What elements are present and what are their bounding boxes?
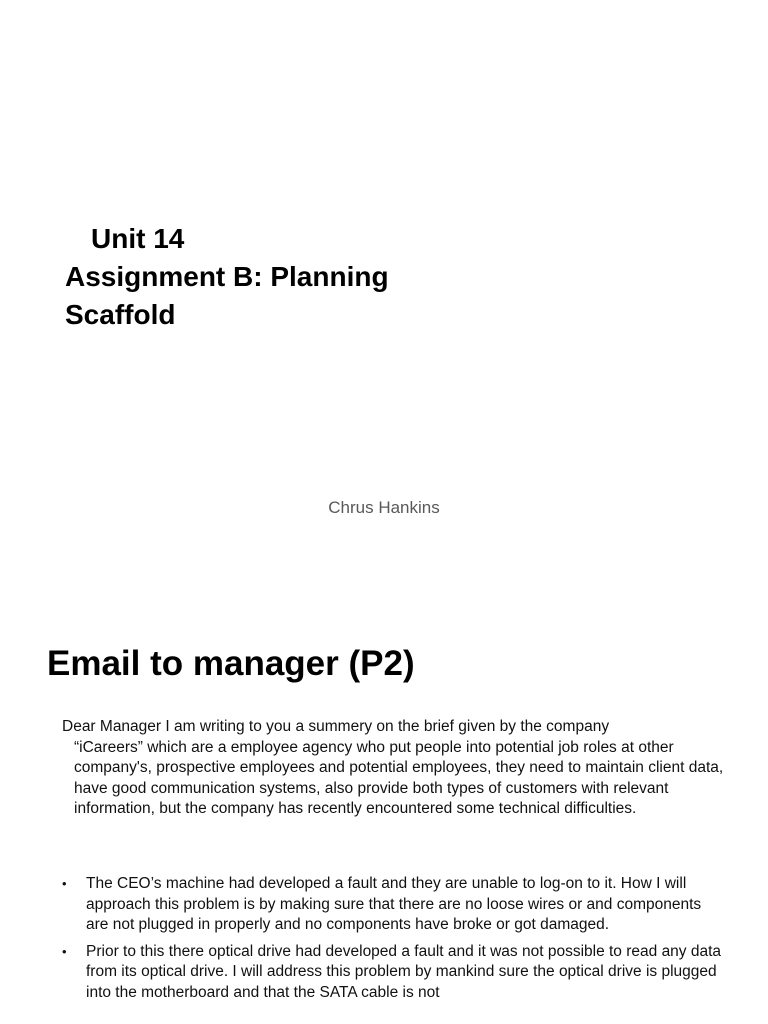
assignment-title: Assignment B: Planning: [65, 261, 389, 292]
intro-continuation: “iCareers” which are a employee agency who put people into potential job roles at other company's, prospective employees and potential employees, they need to maintain client data, have good communication systems, also provide both types of customers with relevant information, but the company has recently encountered some technical difficulties.: [74, 738, 724, 817]
list-item: [62, 874, 722, 936]
unit-title: Unit 14: [91, 223, 185, 254]
intro-paragraph: [62, 717, 732, 820]
intro-first-line: Dear Manager I am writing to you a summery on the brief given by the company: [62, 718, 610, 735]
bullet-icon: •: [62, 876, 67, 891]
bullet-text: The CEO’s machine had developed a fault and they are unable to log-on to it. How I will approach this problem is by making sure that there are no loose wires or and components are not plugged in properly and no components have broke or got damaged.: [86, 875, 702, 933]
assignment-subtitle: Scaffold: [65, 299, 176, 330]
email-slide: [0, 600, 768, 1024]
author-name: Chrus Hankins: [328, 498, 440, 517]
slide-heading: Email to manager (P2): [47, 644, 415, 683]
bullet-icon: •: [62, 943, 67, 959]
bullet-text: Prior to this there optical drive had developed a fault and it was not possible to read any data from its optical drive. I will address this problem by mankind sure the optical drive is plugged into the motherboard and that the SATA cable is not: [86, 942, 722, 1001]
list-item: [62, 942, 722, 1004]
title-block: [65, 220, 389, 334]
bullet-list: [62, 874, 722, 1009]
